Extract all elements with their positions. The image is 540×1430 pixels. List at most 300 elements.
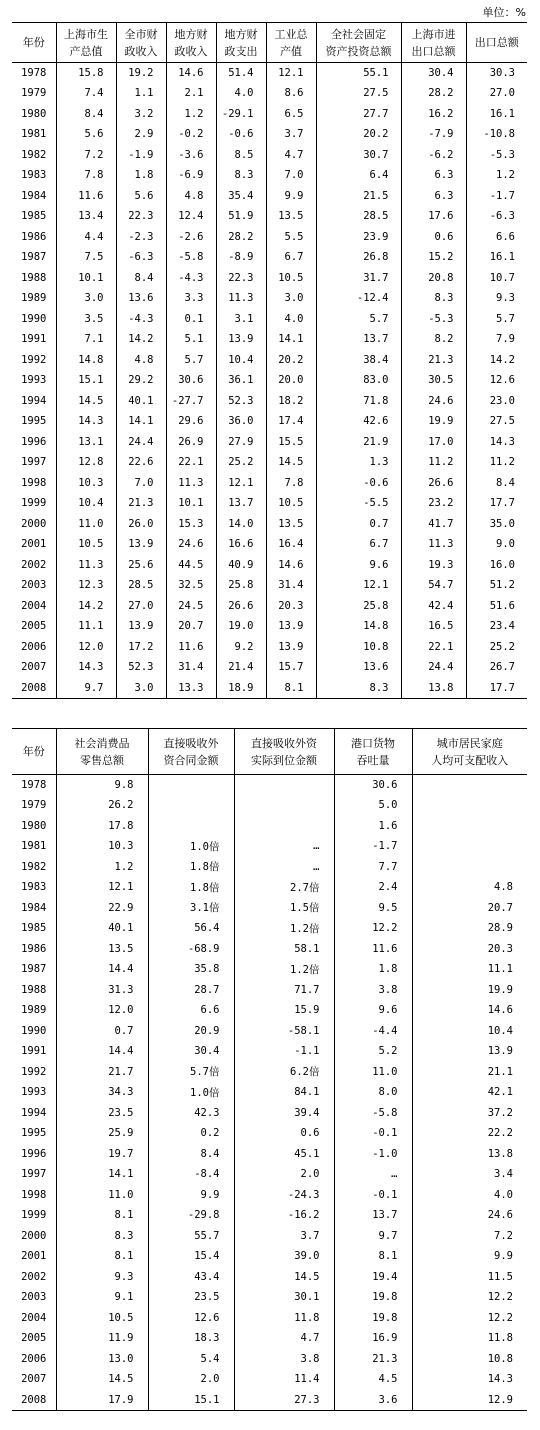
table-row <box>12 918 527 939</box>
value-cell: 51.2 <box>466 575 527 596</box>
year-cell: 1993 <box>21 374 47 387</box>
value-cell: -8.9 <box>216 247 266 268</box>
table-row <box>12 877 527 898</box>
value-cell: 40.9 <box>216 555 266 576</box>
value-cell: 22.9 <box>56 898 148 919</box>
value-cell: 30.7 <box>316 145 401 166</box>
value-cell: 5.7 <box>166 350 216 371</box>
value-cell: 16.6 <box>216 534 266 555</box>
table-row <box>12 534 527 555</box>
year-cell: 1999 <box>21 497 47 510</box>
year-cell: 1994 <box>21 1106 47 1119</box>
table-row <box>12 1349 527 1370</box>
table-row <box>12 104 527 125</box>
value-cell: 8.0 <box>334 1082 412 1103</box>
value-cell: 8.3 <box>316 678 401 699</box>
value-cell: 40.1 <box>116 391 166 412</box>
value-cell: 14.6 <box>166 63 216 84</box>
table-row <box>12 206 527 227</box>
value-cell: 14.6 <box>412 1000 527 1021</box>
year-cell: 1995 <box>21 1127 47 1140</box>
column-header <box>412 729 527 775</box>
value-cell: 3.7 <box>266 124 316 145</box>
column-header-line: 港口货物 <box>351 736 395 750</box>
value-cell <box>412 816 527 837</box>
value-cell: 39.4 <box>234 1103 334 1124</box>
year-cell: 2006 <box>21 1352 47 1365</box>
year-cell: 2004 <box>21 599 47 612</box>
value-cell: 5.5 <box>266 227 316 248</box>
value-cell: 3.8 <box>234 1349 334 1370</box>
table-row <box>12 1287 527 1308</box>
value-cell: -27.7 <box>166 391 216 412</box>
value-cell: 12.6 <box>148 1308 234 1329</box>
value-cell: 13.5 <box>266 514 316 535</box>
value-cell: 20.3 <box>412 939 527 960</box>
value-cell: 1.0倍 <box>148 1082 234 1103</box>
value-cell: 20.2 <box>316 124 401 145</box>
value-cell: 12.0 <box>56 637 116 658</box>
value-cell: 13.6 <box>316 657 401 678</box>
year-cell: 2005 <box>21 620 47 633</box>
value-cell: 28.7 <box>148 980 234 1001</box>
value-cell: -1.7 <box>466 186 527 207</box>
value-cell: 12.8 <box>56 452 116 473</box>
value-cell: 24.4 <box>401 657 466 678</box>
value-cell: 8.4 <box>116 268 166 289</box>
value-cell: 17.7 <box>466 678 527 699</box>
value-cell: 28.5 <box>116 575 166 596</box>
value-cell: 7.1 <box>56 329 116 350</box>
value-cell: 27.0 <box>116 596 166 617</box>
value-cell: 7.8 <box>266 473 316 494</box>
value-cell: 9.2 <box>216 637 266 658</box>
value-cell: 11.6 <box>56 186 116 207</box>
value-cell: 11.8 <box>234 1308 334 1329</box>
column-header-line: 地方财 <box>174 27 208 41</box>
year-cell: 1988 <box>21 983 47 996</box>
value-cell: 16.1 <box>466 104 527 125</box>
value-cell: 0.6 <box>234 1123 334 1144</box>
value-cell <box>234 775 334 796</box>
value-cell: 15.9 <box>234 1000 334 1021</box>
value-cell: 13.7 <box>316 329 401 350</box>
value-cell: -5.3 <box>466 145 527 166</box>
value-cell: -5.5 <box>316 493 401 514</box>
value-cell: 20.8 <box>401 268 466 289</box>
value-cell: 11.2 <box>401 452 466 473</box>
value-cell: 15.1 <box>148 1390 234 1411</box>
value-cell: -0.6 <box>216 124 266 145</box>
value-cell <box>234 795 334 816</box>
column-header-line: 政收入 <box>174 44 208 58</box>
column-header-line: 全市财 <box>124 27 158 41</box>
year-cell: 1988 <box>21 271 47 284</box>
value-cell: 11.8 <box>412 1328 527 1349</box>
table-row <box>12 1390 527 1411</box>
value-cell: 2.9 <box>116 124 166 145</box>
table-row <box>12 1062 527 1083</box>
value-cell: 22.1 <box>166 452 216 473</box>
value-cell: 9.0 <box>466 534 527 555</box>
value-cell: -1.1 <box>234 1041 334 1062</box>
value-cell: 9.7 <box>56 678 116 699</box>
value-cell: 6.3 <box>401 186 466 207</box>
value-cell: 9.3 <box>466 288 527 309</box>
table-header-row <box>12 729 527 775</box>
value-cell: 5.7倍 <box>148 1062 234 1083</box>
value-cell: 1.2 <box>56 857 148 878</box>
value-cell: 6.5 <box>266 104 316 125</box>
value-cell: -3.6 <box>166 145 216 166</box>
value-cell: 8.4 <box>56 104 116 125</box>
column-header <box>401 23 466 63</box>
table-row <box>12 637 527 658</box>
value-cell: 13.7 <box>216 493 266 514</box>
value-cell: 19.0 <box>216 616 266 637</box>
year-cell: 2002 <box>21 1270 47 1283</box>
value-cell: 20.2 <box>266 350 316 371</box>
value-cell: 27.3 <box>234 1390 334 1411</box>
column-header <box>116 23 166 63</box>
value-cell: 12.0 <box>56 1000 148 1021</box>
value-cell: 13.5 <box>56 939 148 960</box>
year-cell: 1990 <box>21 1024 47 1037</box>
value-cell: 8.1 <box>56 1205 148 1226</box>
value-cell: 31.7 <box>316 268 401 289</box>
column-header <box>12 729 56 775</box>
year-cell: 1982 <box>21 860 47 873</box>
value-cell: 20.0 <box>266 370 316 391</box>
table-row <box>12 678 527 699</box>
value-cell: 12.1 <box>216 473 266 494</box>
value-cell: 43.4 <box>148 1267 234 1288</box>
value-cell: -24.3 <box>234 1185 334 1206</box>
value-cell: 71.7 <box>234 980 334 1001</box>
table-row <box>12 1164 527 1185</box>
value-cell: 24.6 <box>401 391 466 412</box>
value-cell: 10.3 <box>56 836 148 857</box>
table-row <box>12 555 527 576</box>
value-cell: 14.4 <box>56 959 148 980</box>
value-cell: 27.5 <box>466 411 527 432</box>
value-cell: 58.1 <box>234 939 334 960</box>
year-cell: 1985 <box>21 922 47 935</box>
value-cell: 17.7 <box>466 493 527 514</box>
value-cell: 1.2倍 <box>234 918 334 939</box>
value-cell: 4.4 <box>56 227 116 248</box>
value-cell: 14.2 <box>56 596 116 617</box>
table-row <box>12 227 527 248</box>
value-cell: 19.3 <box>401 555 466 576</box>
value-cell: 15.4 <box>148 1246 234 1267</box>
value-cell: 10.5 <box>56 1308 148 1329</box>
value-cell: 13.3 <box>166 678 216 699</box>
table-row <box>12 83 527 104</box>
value-cell: 31.4 <box>166 657 216 678</box>
value-cell: 14.1 <box>116 411 166 432</box>
value-cell: 13.0 <box>56 1349 148 1370</box>
value-cell: 17.2 <box>116 637 166 658</box>
value-cell: 11.6 <box>166 637 216 658</box>
value-cell: -58.1 <box>234 1021 334 1042</box>
value-cell: -1.7 <box>334 836 412 857</box>
value-cell: 21.3 <box>116 493 166 514</box>
year-cell: 1997 <box>21 456 47 469</box>
value-cell: 13.4 <box>56 206 116 227</box>
year-cell: 1990 <box>21 312 47 325</box>
year-cell: 1983 <box>21 169 47 182</box>
value-cell: 29.2 <box>116 370 166 391</box>
table-row <box>12 1185 527 1206</box>
value-cell: 3.1倍 <box>148 898 234 919</box>
value-cell: 54.7 <box>401 575 466 596</box>
value-cell: 8.4 <box>466 473 527 494</box>
value-cell <box>412 775 527 796</box>
value-cell: 19.2 <box>116 63 166 84</box>
value-cell: 10.5 <box>266 268 316 289</box>
value-cell: 30.5 <box>401 370 466 391</box>
value-cell: 12.4 <box>166 206 216 227</box>
value-cell: 1.8倍 <box>148 857 234 878</box>
year-cell: 1985 <box>21 210 47 223</box>
column-header-line: 政收入 <box>124 44 158 58</box>
value-cell: 25.2 <box>466 637 527 658</box>
year-cell: 1995 <box>21 415 47 428</box>
value-cell: -1.9 <box>116 145 166 166</box>
value-cell: 14.3 <box>412 1369 527 1390</box>
growth-table-trade <box>12 728 527 1411</box>
value-cell: -6.9 <box>166 165 216 186</box>
value-cell: 10.8 <box>412 1349 527 1370</box>
value-cell: 1.1 <box>116 83 166 104</box>
table-row <box>12 898 527 919</box>
value-cell: 0.2 <box>148 1123 234 1144</box>
table-row <box>12 124 527 145</box>
value-cell: 31.4 <box>266 575 316 596</box>
table-row <box>12 816 527 837</box>
table-row <box>12 432 527 453</box>
value-cell: 25.6 <box>116 555 166 576</box>
column-header-line: 地方财 <box>224 27 258 41</box>
value-cell: 0.7 <box>316 514 401 535</box>
value-cell: 16.2 <box>401 104 466 125</box>
year-cell: 1984 <box>21 189 47 202</box>
value-cell: 3.0 <box>56 288 116 309</box>
value-cell <box>234 816 334 837</box>
value-cell: 23.2 <box>401 493 466 514</box>
value-cell: 52.3 <box>116 657 166 678</box>
value-cell: 26.7 <box>466 657 527 678</box>
value-cell: 15.7 <box>266 657 316 678</box>
value-cell: 27.5 <box>316 83 401 104</box>
value-cell: 51.6 <box>466 596 527 617</box>
value-cell: 15.5 <box>266 432 316 453</box>
value-cell: 20.3 <box>266 596 316 617</box>
value-cell: 11.6 <box>334 939 412 960</box>
table-row <box>12 370 527 391</box>
value-cell: 13.9 <box>266 637 316 658</box>
column-header <box>148 729 234 775</box>
value-cell: 15.2 <box>401 247 466 268</box>
year-cell: 1987 <box>21 251 47 264</box>
column-header-line: 出口总额 <box>474 36 519 49</box>
value-cell: 25.8 <box>216 575 266 596</box>
value-cell: 10.4 <box>56 493 116 514</box>
value-cell: 8.1 <box>266 678 316 699</box>
value-cell: 32.5 <box>166 575 216 596</box>
value-cell: 30.3 <box>466 63 527 84</box>
value-cell: 21.7 <box>56 1062 148 1083</box>
value-cell: 11.0 <box>56 514 116 535</box>
value-cell: 10.8 <box>316 637 401 658</box>
growth-table-economy <box>12 22 527 699</box>
value-cell: -5.8 <box>166 247 216 268</box>
value-cell: 5.7 <box>466 309 527 330</box>
value-cell: -29.1 <box>216 104 266 125</box>
year-cell: 2005 <box>21 1332 47 1345</box>
value-cell: 1.5倍 <box>234 898 334 919</box>
value-cell: 22.2 <box>412 1123 527 1144</box>
value-cell: 14.3 <box>56 657 116 678</box>
value-cell: 18.2 <box>266 391 316 412</box>
value-cell: -6.3 <box>466 206 527 227</box>
value-cell: 6.4 <box>316 165 401 186</box>
value-cell: 2.1 <box>166 83 216 104</box>
value-cell: 11.3 <box>216 288 266 309</box>
year-cell: 1993 <box>21 1086 47 1099</box>
table-row <box>12 1000 527 1021</box>
value-cell: 9.9 <box>148 1185 234 1206</box>
value-cell: 19.9 <box>401 411 466 432</box>
column-header <box>316 23 401 63</box>
value-cell: 26.9 <box>166 432 216 453</box>
value-cell: 10.5 <box>266 493 316 514</box>
table-row <box>12 452 527 473</box>
value-cell: 9.1 <box>56 1287 148 1308</box>
value-cell: 6.6 <box>466 227 527 248</box>
value-cell: 21.3 <box>334 1349 412 1370</box>
value-cell: 21.4 <box>216 657 266 678</box>
value-cell: 25.2 <box>216 452 266 473</box>
value-cell: … <box>234 857 334 878</box>
table-row <box>12 1021 527 1042</box>
column-header <box>56 729 148 775</box>
value-cell: 28.5 <box>316 206 401 227</box>
value-cell: 14.3 <box>56 411 116 432</box>
year-cell: 2006 <box>21 640 47 653</box>
value-cell: 6.7 <box>266 247 316 268</box>
value-cell: 9.9 <box>412 1246 527 1267</box>
value-cell: 14.2 <box>116 329 166 350</box>
value-cell: 38.4 <box>316 350 401 371</box>
value-cell: 23.4 <box>466 616 527 637</box>
value-cell: 11.4 <box>234 1369 334 1390</box>
value-cell: 1.2倍 <box>234 959 334 980</box>
year-cell: 1981 <box>21 128 47 141</box>
value-cell: 14.1 <box>56 1164 148 1185</box>
column-header-line: 上海市生 <box>64 27 108 41</box>
year-cell: 1979 <box>21 799 47 812</box>
value-cell: 24.4 <box>116 432 166 453</box>
year-cell: 1999 <box>21 1209 47 1222</box>
value-cell: 84.1 <box>234 1082 334 1103</box>
value-cell: -5.3 <box>401 309 466 330</box>
value-cell: 23.5 <box>56 1103 148 1124</box>
year-cell: 2002 <box>21 558 47 571</box>
table-row <box>12 1144 527 1165</box>
value-cell: 22.1 <box>401 637 466 658</box>
value-cell: 17.0 <box>401 432 466 453</box>
value-cell: 8.3 <box>401 288 466 309</box>
table-row <box>12 1226 527 1247</box>
value-cell: 3.0 <box>116 678 166 699</box>
year-cell: 2004 <box>21 1311 47 1324</box>
column-header-line: 出口总额 <box>411 44 456 58</box>
table-row <box>12 186 527 207</box>
value-cell <box>412 836 527 857</box>
value-cell: 1.3 <box>316 452 401 473</box>
table-row <box>12 1205 527 1226</box>
value-cell: 13.9 <box>116 534 166 555</box>
column-header-line: 产值 <box>280 44 302 58</box>
value-cell: 30.4 <box>148 1041 234 1062</box>
year-cell: 1978 <box>21 779 47 791</box>
year-cell: 1991 <box>21 1045 47 1058</box>
value-cell: 6.6 <box>148 1000 234 1021</box>
value-cell: 8.6 <box>266 83 316 104</box>
value-cell: 14.6 <box>266 555 316 576</box>
table-row <box>12 1308 527 1329</box>
table-row <box>12 980 527 1001</box>
value-cell: 12.2 <box>412 1308 527 1329</box>
value-cell: 1.8 <box>334 959 412 980</box>
value-cell: 29.6 <box>166 411 216 432</box>
value-cell: 14.5 <box>234 1267 334 1288</box>
table-row <box>12 836 527 857</box>
value-cell: 8.4 <box>148 1144 234 1165</box>
value-cell: 15.3 <box>166 514 216 535</box>
value-cell: 10.5 <box>56 534 116 555</box>
value-cell: 23.9 <box>316 227 401 248</box>
value-cell: 19.8 <box>334 1287 412 1308</box>
value-cell: 9.9 <box>266 186 316 207</box>
value-cell: 20.7 <box>166 616 216 637</box>
value-cell: 45.1 <box>234 1144 334 1165</box>
value-cell: 4.7 <box>234 1328 334 1349</box>
value-cell: 6.7 <box>316 534 401 555</box>
table-row <box>12 411 527 432</box>
value-cell: 11.0 <box>56 1185 148 1206</box>
value-cell: 4.7 <box>266 145 316 166</box>
value-cell: 14.0 <box>216 514 266 535</box>
value-cell: 8.2 <box>401 329 466 350</box>
value-cell: 30.6 <box>166 370 216 391</box>
value-cell: 41.7 <box>401 514 466 535</box>
column-header-line: 工业总 <box>274 27 308 41</box>
value-cell: -0.1 <box>334 1185 412 1206</box>
column-header-line: 吞吐量 <box>356 753 390 767</box>
column-header-line: 资合同金额 <box>163 753 219 767</box>
table-row <box>12 1369 527 1390</box>
table-row <box>12 1328 527 1349</box>
value-cell: 51.9 <box>216 206 266 227</box>
year-cell: 1994 <box>21 394 47 407</box>
value-cell: 1.6 <box>334 816 412 837</box>
value-cell: 27.9 <box>216 432 266 453</box>
value-cell: 10.4 <box>412 1021 527 1042</box>
value-cell: 4.8 <box>116 350 166 371</box>
